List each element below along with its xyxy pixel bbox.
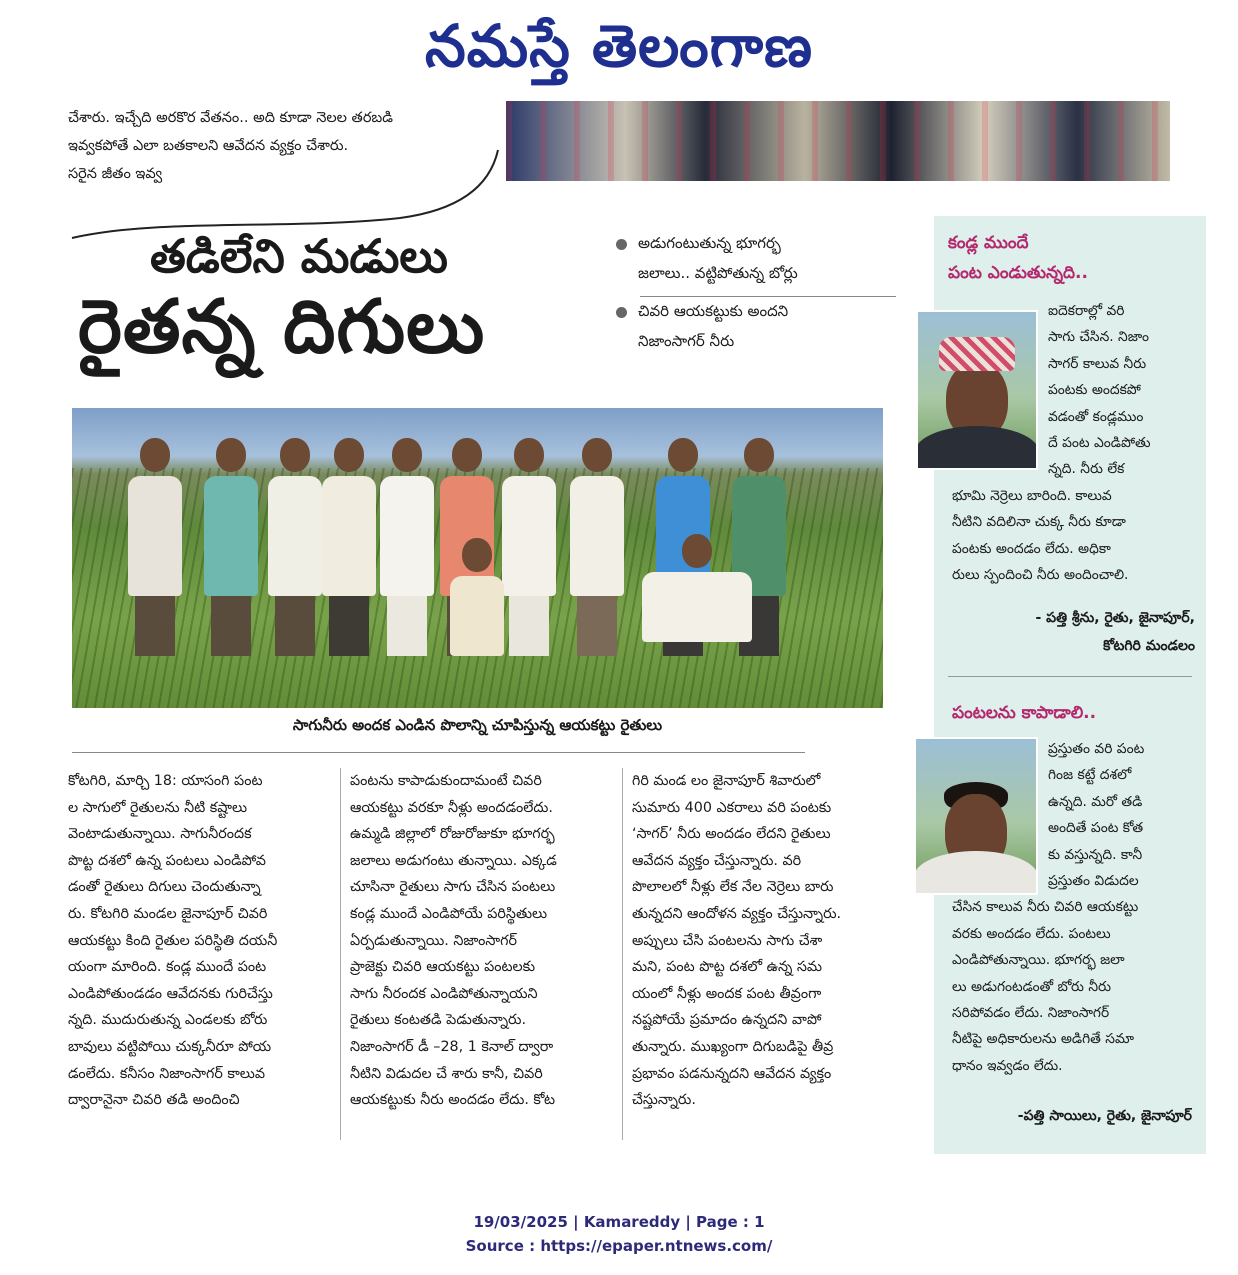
bullet-dot-icon <box>616 307 627 318</box>
article-line: బావులు వట్టిపోయి చుక్కనీరూ పోయ <box>68 1038 272 1055</box>
column-divider <box>622 768 623 1140</box>
article-line: తున్నదని ఆందోళన వ్యక్తం చేస్తున్నారు. <box>632 905 842 922</box>
sidebar-line: గింజ కట్టే దశలో <box>1048 767 1132 784</box>
sidebar-line: వరకు అందడం లేదు. పంటలు <box>952 925 1111 942</box>
article-line: నష్టపోయే ప్రమాదం ఉన్నదని వాపో <box>632 1012 822 1029</box>
article-line: కండ్ల ముందే ఎండిపోయే పరిస్థితులు <box>350 905 548 922</box>
divider <box>948 676 1192 677</box>
sidebar-line: సాగు చేసిన. నిజాం <box>1048 329 1150 346</box>
article-line: ‘సాగర్’ నీరు అందడం లేదని రైతులు <box>632 826 831 843</box>
sidebar-line: రులు స్పందించి నీరు అందించాలి. <box>952 567 1129 584</box>
sidebar-heading-1: కండ్ల ముందే పంట ఎండుతున్నది.. <box>948 233 1088 283</box>
article-line: రు. కోటగిరి మండల జైనాపూర్ చివరి <box>68 905 268 922</box>
farmer-portrait-turban <box>916 310 1038 470</box>
article-line: తున్నారు. ముఖ్యంగా దిగుబడిపై తీవ్ర <box>632 1038 834 1055</box>
article-line: కోటగిరి, మార్చి 18: యాసంగి పంట <box>68 773 263 789</box>
sidebar-quote-1-wide <box>952 483 1196 589</box>
article-line: సాగు నీరందక ఎండిపోతున్నాయని <box>350 985 538 1002</box>
sidebar-line: భూమి నెర్రెలు బారింది. కాలువ <box>952 488 1112 504</box>
article-line: మని, పంట పొట్ట దశలో ఉన్న సమ <box>632 959 822 976</box>
sidebar-heading-2: పంటలను కాపాడాలి.. <box>952 703 1097 723</box>
bullet-text: చివరి ఆయకట్టుకు అందని <box>638 302 789 320</box>
sidebar-line: నీటిని వదిలినా చుక్క నీరు కూడా <box>952 514 1126 531</box>
article-line: ద్వారానైనా చివరి తడి అందించి <box>68 1092 240 1109</box>
article-line: ఆయకట్టుకు నీరు అందడం లేదు. కోట <box>350 1092 556 1109</box>
article-line: పొలాలలో నీళ్లు లేక నేల నెర్రెలు బారు <box>632 879 834 896</box>
divider <box>72 752 805 753</box>
previous-story-photo <box>506 101 1170 181</box>
sidebar-quote-2-narrow <box>1048 736 1194 868</box>
article-column-3 <box>632 768 896 1114</box>
sidebar-line: చేసిన కాలువ నీరు చివరి ఆయకట్టు <box>952 899 1139 916</box>
column-divider <box>340 768 341 1140</box>
article-line: చూసినా రైతులు సాగు చేసిన పంటలు <box>350 879 556 896</box>
article-line: ఏర్పడుతున్నాయి. నిజాంసాగర్ <box>350 932 517 949</box>
sidebar-line: ఐదెకరాల్లో వరి <box>1048 303 1125 319</box>
article-line: ఆవేదన వ్యక్తం చేస్తున్నారు. వరి <box>632 852 802 869</box>
sidebar-line: పంటకు అందకపో <box>1048 382 1141 399</box>
article-column-1 <box>68 768 330 1114</box>
article-line: వెంటాడుతున్నాయి. సాగునీరందక <box>68 826 252 843</box>
sidebar-line: లు అడుగంటడంతో బోరు నీరు <box>952 978 1111 995</box>
article-line: గిరి మండ లం జైనాపూర్ శివారులో <box>632 773 821 789</box>
article-line: పొట్ట దశలో ఉన్న పంటలు ఎండిపోవ <box>68 852 266 869</box>
sidebar-line: ప్రస్తుతం వరి పంట <box>1048 741 1145 757</box>
page-footer <box>0 1210 1238 1258</box>
sidebar-line: పంటకు అందడం లేదు. అధికా <box>952 540 1111 557</box>
sidebar-line: కు వస్తున్నది. కానీ <box>1048 846 1143 863</box>
article-line: ఎండిపోతుండడం ఆవేదనకు గురిచేస్తు <box>68 985 273 1002</box>
article-line: అప్పులు చేసి పంటలను సాగు చేశా <box>632 932 823 949</box>
bullet-text: జలాలు.. వట్టిపోతున్న బోర్లు <box>638 264 798 282</box>
sidebar-line: ఎండిపోతున్నాయి. భూగర్భ జలా <box>952 952 1125 969</box>
article-line: ప్రాజెక్టు చివరి ఆయకట్టు పంటలకు <box>350 959 536 976</box>
article-line: పంటను కాపాడుకుందామంటే చివరి <box>350 773 542 789</box>
bullet-dot-icon <box>616 239 627 250</box>
bullet-item <box>614 228 914 288</box>
sidebar-signature-1: - పత్తి శ్రీను, రైతు, జైనాపూర్, కోటగిరి మండలం <box>1035 610 1195 654</box>
article-line: సుమారు 400 ఎకరాలు వరి పంటకు <box>632 799 832 816</box>
sidebar-line: సాగర్ కాలువ నీరు <box>1048 355 1147 372</box>
bullet-text: అడుగంటుతున్న భూగర్భ <box>638 234 781 252</box>
headline-line-1: తడిలేని మడులు <box>150 229 448 283</box>
article-line: ఉమ్మడి జిల్లాలో రోజురోజుకూ భూగర్భ <box>350 826 555 843</box>
article-line: డంలేదు. కనీసం నిజాంసాగర్ కాలువ <box>68 1065 266 1082</box>
article-line: యంలో నీళ్లు అందక పంట తీవ్రంగా <box>632 985 822 1002</box>
sidebar-line: దే పంట ఎండిపోతు <box>1048 435 1151 452</box>
sidebar-line: న్నది. నీరు లేక <box>1048 461 1125 478</box>
sidebar-line: వడంతో కండ్లముం <box>1048 408 1144 425</box>
sidebar-line: నీటిపై అధికారులను అడిగితే సమా <box>952 1031 1134 1048</box>
article-line: జలాలు అడుగంటు తున్నాయి. ఎక్కడ <box>350 852 557 869</box>
sidebar-signature-2: -పత్తి సాయిలు, రైతు, జైనాపూర్ <box>1017 1108 1192 1124</box>
article-line: డంతో రైతులు దిగులు చెందుతున్నా <box>68 879 261 896</box>
sidebar-line: ధానం ఇవ్వడం లేదు. <box>952 1057 1063 1074</box>
masthead-logo: నమస్తే తెలంగాణ <box>425 12 813 80</box>
article-line: రైతులు కంటతడి పెడుతున్నారు. <box>350 1012 526 1029</box>
bullet-text: నిజాంసాగర్ నీరు <box>638 332 735 350</box>
sidebar-line: సరిపోవడం లేదు. నిజాంసాగర్ <box>952 1005 1110 1022</box>
sidebar-line: ఉన్నది. మరో తడి <box>1048 793 1143 810</box>
article-column-2 <box>350 768 612 1114</box>
photo-caption: సాగునీరు అందక ఎండిన పొలాన్ని చూపిస్తున్న ఆయకట్టు రైతులు <box>292 716 663 734</box>
previous-story-line: సరైన జీతం ఇవ్వ <box>68 166 163 182</box>
sidebar-quote-2-wide <box>952 868 1196 1079</box>
article-line: ల సాగులో రైతులను నీటి కష్టాలు <box>68 799 248 816</box>
previous-story-line: చేశారు. ఇచ్చేది అరకొర వేతనం.. అది కూడా నెలల తరబడి <box>68 110 394 126</box>
article-line: ప్రభావం పడనున్నదని ఆవేదన వ్యక్తం <box>632 1065 832 1082</box>
article-line: నిజాంసాగర్ డీ –28, 1 కెనాల్ ద్వారా <box>350 1038 554 1055</box>
footer-date-page: 19/03/2025 | Kamareddy | Page : 1 <box>473 1213 765 1231</box>
bullet-item <box>614 296 914 356</box>
article-line: చేస్తున్నారు. <box>632 1092 696 1109</box>
footer-source-link[interactable]: Source : https://epaper.ntnews.com/ <box>465 1237 773 1255</box>
sidebar-quote-1-narrow <box>1048 298 1194 483</box>
article-line: ఆయకట్టు వరకూ నీళ్లు అందడంలేదు. <box>350 799 553 816</box>
article-line: యంగా మారింది. కండ్ల ముందే పంట <box>68 959 267 976</box>
article-line: ఆయకట్టు కింది రైతుల పరిస్థితి దయనీ <box>68 932 278 949</box>
divider <box>640 296 896 297</box>
article-line: న్నది. ముదురుతున్న ఎండలకు బోరు <box>68 1012 268 1029</box>
headline-line-2: రైతన్న దిగులు <box>78 284 486 370</box>
previous-story-line: ఇవ్వకపోతే ఎలా బతకాలని ఆవేదన వ్యక్తం చేశారు. <box>68 138 349 154</box>
sidebar-line: ప్రస్తుతం విడుదల <box>1048 873 1139 889</box>
article-line: నీటిని విడుదల చే శారు కానీ, చివరి <box>350 1065 543 1082</box>
sidebar-line: అందితే పంట కోత <box>1048 820 1144 837</box>
farmers-field-photo <box>72 408 883 708</box>
